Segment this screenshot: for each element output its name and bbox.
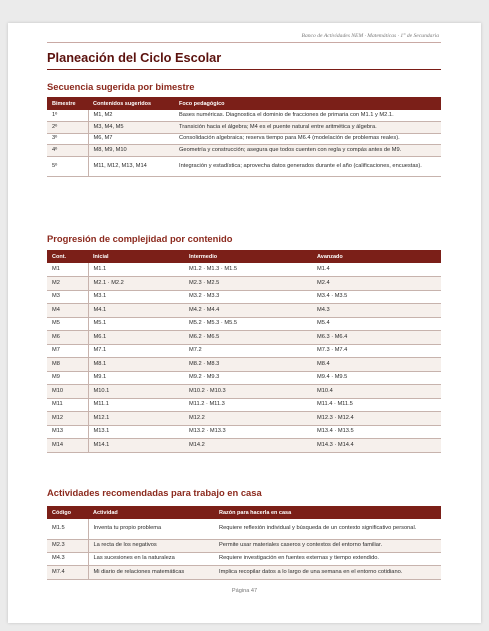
column-header: Avanzado [312, 250, 441, 263]
table-row [47, 263, 441, 277]
table-cell: 3º [47, 133, 88, 145]
table-cell: M2.1 · M2.2 [88, 277, 184, 291]
running-header: Banco de Actividades NEM · Matemáticas · 1° de Secundaria [301, 33, 439, 39]
table-cell: M3 [47, 290, 88, 304]
table-cell: M6.3 · M6.4 [312, 331, 441, 345]
table-row [47, 425, 441, 439]
table-cell: Las sucesiones en la naturaleza [88, 552, 214, 565]
table-cell: M14.2 [184, 439, 312, 453]
table-cell: M2.3 [47, 539, 88, 552]
table-cell: M3.1 [88, 290, 184, 304]
table-cell: M9.2 · M9.3 [184, 371, 312, 385]
column-header: Código [47, 506, 88, 519]
table-row [47, 145, 441, 157]
table-cell: M10.1 [88, 385, 184, 399]
table-cell: M1.4 [312, 263, 441, 277]
table-cell: M11.4 · M11.5 [312, 398, 441, 412]
table-row [47, 290, 441, 304]
table-cell: Bases numéricas. Diagnostica el dominio de fracciones de primaria con M1.1 y M2.1. [174, 110, 441, 122]
table-cell: M2 [47, 277, 88, 291]
table-cell: M8 [47, 358, 88, 372]
table-cell: Consolidación algebraica; reserva tiempo para M6.4 (modelación de problemas reales). [174, 133, 441, 145]
table-cell: Requiere investigación en fuentes externas y tiempo extendido. [214, 552, 441, 565]
table-cell: M11, M12, M13, M14 [88, 156, 174, 176]
table-cell: Transición hacia el álgebra; M4 es el puente natural entre aritmética y álgebra. [174, 122, 441, 134]
table-cell: M6.1 [88, 331, 184, 345]
table-cell: M1.1 [88, 263, 184, 277]
table-cell: M4.2 · M4.4 [184, 304, 312, 318]
column-header: Razón para hacerla en casa [214, 506, 441, 519]
table-row [47, 539, 441, 552]
table-cell: M7.2 [184, 344, 312, 358]
table-cell: M8.1 [88, 358, 184, 372]
column-header: Cont. [47, 250, 88, 263]
table-cell: M3.4 · M3.5 [312, 290, 441, 304]
table-cell: M12.3 · M12.4 [312, 412, 441, 426]
table-row [47, 566, 441, 579]
table-cell: M7 [47, 344, 88, 358]
table-row [47, 317, 441, 331]
table-cell: M6.2 · M6.5 [184, 331, 312, 345]
table-cell: Requiere reflexión individual y búsqueda de un contexto significativo personal. [214, 519, 441, 539]
table-row [47, 304, 441, 318]
table-cell: M9 [47, 371, 88, 385]
table-cell: M3.2 · M3.3 [184, 290, 312, 304]
table-row [47, 398, 441, 412]
column-header: Actividad [88, 506, 214, 519]
table-cell: M5 [47, 317, 88, 331]
column-header: Foco pedagógico [174, 97, 441, 110]
table-cell: M1.2 · M1.3 · M1.5 [184, 263, 312, 277]
table-header-row [47, 97, 441, 110]
table-cell: M10.4 [312, 385, 441, 399]
table-cell: M5.1 [88, 317, 184, 331]
table-cell: M4.3 [312, 304, 441, 318]
table-cell: M3, M4, M5 [88, 122, 174, 134]
table-row [47, 133, 441, 145]
table-cell: Geometría y construcción; asegura que todos cuenten con regla y compás antes de M9. [174, 145, 441, 157]
table-cell: M9.1 [88, 371, 184, 385]
column-header: Inicial [88, 250, 184, 263]
table-cell: M9.4 · M9.5 [312, 371, 441, 385]
table-cell: M14.1 [88, 439, 184, 453]
table-cell: 1º [47, 110, 88, 122]
table-cell: M12.2 [184, 412, 312, 426]
table-cell: M2.3 · M2.5 [184, 277, 312, 291]
casa-table [47, 506, 441, 580]
table-cell: M10.2 · M10.3 [184, 385, 312, 399]
table-cell: 2º [47, 122, 88, 134]
table-row [47, 371, 441, 385]
table-cell: M13.2 · M13.3 [184, 425, 312, 439]
table-cell: M13 [47, 425, 88, 439]
table-cell: Permite usar materiales caseros y contextos del entorno familiar. [214, 539, 441, 552]
table-cell: M5.4 [312, 317, 441, 331]
table-cell: M7.3 · M7.4 [312, 344, 441, 358]
table-cell: M7.4 [47, 566, 88, 579]
table-row [47, 552, 441, 565]
table-cell: M4.3 [47, 552, 88, 565]
table-cell: M11 [47, 398, 88, 412]
table-cell: M2.4 [312, 277, 441, 291]
table-row [47, 277, 441, 291]
table-cell: M13.1 [88, 425, 184, 439]
section-title-bimestre: Secuencia sugerida por bimestre [47, 81, 195, 92]
table-cell: M8.2 · M8.3 [184, 358, 312, 372]
page-title: Planeación del Ciclo Escolar [47, 50, 222, 65]
header-divider [47, 42, 441, 43]
table-cell: M10 [47, 385, 88, 399]
table-row [47, 412, 441, 426]
table-cell: M13.4 · M13.5 [312, 425, 441, 439]
table-cell: M8, M9, M10 [88, 145, 174, 157]
table-row [47, 156, 441, 176]
table-cell: M12 [47, 412, 88, 426]
table-cell: M1.5 [47, 519, 88, 539]
table-row [47, 439, 441, 453]
section-title-progresion: Progresión de complejidad por contenido [47, 233, 233, 244]
table-cell: M14 [47, 439, 88, 453]
table-header-row [47, 506, 441, 519]
column-header: Intermedio [184, 250, 312, 263]
table-cell: Implica recopilar datos a lo largo de una semana en el entorno cotidiano. [214, 566, 441, 579]
column-header: Bimestre [47, 97, 88, 110]
table-cell: M6 [47, 331, 88, 345]
table-cell: M14.3 · M14.4 [312, 439, 441, 453]
table-row [47, 358, 441, 372]
table-cell: M1 [47, 263, 88, 277]
table-row [47, 331, 441, 345]
table-cell: 5º [47, 156, 88, 176]
table-cell: Integración y estadística; aprovecha datos generados durante el año (calificaciones, encuestas). [174, 156, 441, 176]
table-row [47, 344, 441, 358]
table-cell: M1, M2 [88, 110, 174, 122]
page-number: Página 47 [231, 588, 258, 594]
table-cell: M11.1 [88, 398, 184, 412]
bimestre-table [47, 97, 441, 177]
section-title-casa: Actividades recomendadas para trabajo en casa [47, 487, 262, 498]
table-cell: M4 [47, 304, 88, 318]
table-row [47, 519, 441, 539]
table-cell: Mi diario de relaciones matemáticas [88, 566, 214, 579]
table-cell: M5.2 · M5.3 · M5.5 [184, 317, 312, 331]
table-cell: La recta de los negativos [88, 539, 214, 552]
table-cell: M11.2 · M11.3 [184, 398, 312, 412]
table-cell: M7.1 [88, 344, 184, 358]
table-row [47, 122, 441, 134]
table-cell: M4.1 [88, 304, 184, 318]
table-row [47, 110, 441, 122]
title-divider [47, 69, 441, 70]
table-cell: M12.1 [88, 412, 184, 426]
table-cell: 4º [47, 145, 88, 157]
progresion-table [47, 250, 441, 453]
column-header: Contenidos sugeridos [88, 97, 174, 110]
table-cell: Inventa tu propio problema [88, 519, 214, 539]
table-row [47, 385, 441, 399]
table-cell: M6, M7 [88, 133, 174, 145]
table-header-row [47, 250, 441, 263]
table-cell: M8.4 [312, 358, 441, 372]
document-page [8, 23, 481, 623]
